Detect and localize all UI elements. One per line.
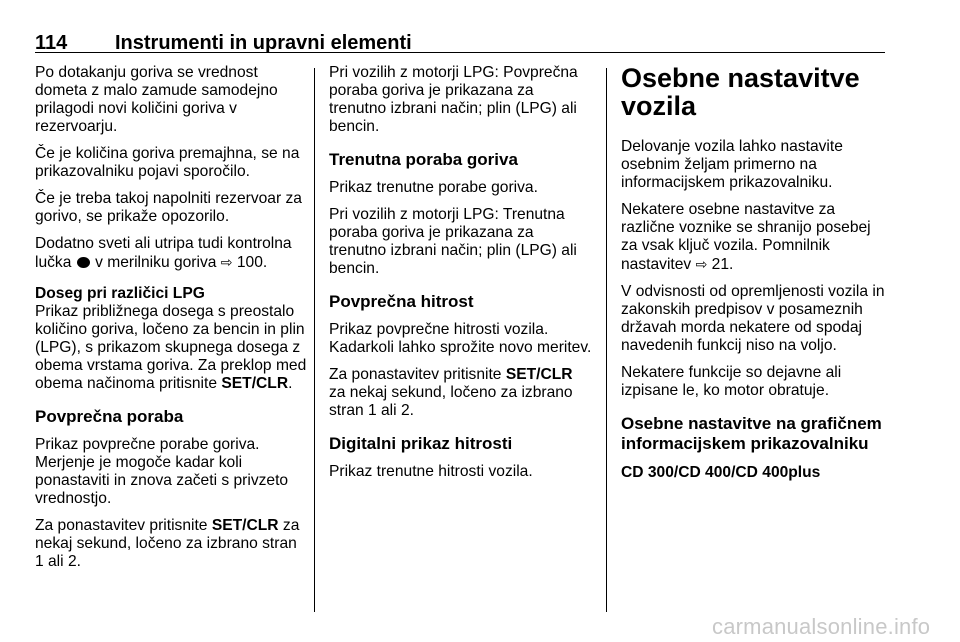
paragraph: V odvisnosti od opremljenosti vozila in zakonskih predpisov v posameznih državah morda nekatere od spodaj navedenih funkcij niso na voljo.: [621, 283, 885, 354]
text-fragment: Nekatere osebne nastavitve za različne voznike se shranijo posebej za vsak ključ vozila. Pomnilnik nastavitev: [621, 201, 871, 273]
column-right: [621, 64, 889, 482]
section-heading-average-speed: Povprečna hitrost: [329, 292, 474, 311]
text-fragment: v merilniku goriva: [95, 254, 217, 271]
paragraph: [621, 201, 889, 274]
paragraph: Prikaz povprečne hitrosti vozila. Kadarkoli lahko sprožite novo meritev.: [329, 321, 592, 356]
paragraph: Prikaz povprečne porabe goriva. Merjenje je mogoče kadar koli ponastaviti in znova začeti s privzeto vrednostjo.: [35, 436, 289, 507]
subheading-cd-models: CD 300/CD 400/CD 400plus: [621, 464, 821, 481]
button-label-set-clr: SET/CLR: [211, 517, 279, 534]
button-label-set-clr: SET/CLR: [505, 366, 573, 383]
paragraph: Pri vozilih z motorji LPG: Povprečna poraba goriva je prikazana za trenutno izbrani način; plin (LPG) ali bencin.: [329, 64, 578, 135]
column-middle: [329, 64, 593, 490]
chapter-heading: Osebne nastavitve vozila: [621, 63, 860, 121]
running-title: Instrumenti in upravni elementi: [115, 32, 412, 54]
text-fragment: Za ponastavitev pritisnite: [35, 517, 208, 534]
reference-arrow-icon: ⇨: [695, 256, 708, 272]
column-divider: [314, 68, 315, 612]
paragraph: Prikaz trenutne hitrosti vozila.: [329, 463, 533, 480]
reference-arrow-icon: ⇨: [220, 254, 233, 270]
text-fragment: za nekaj sekund, ločeno za izbrano stran 1 ali 2.: [35, 517, 300, 570]
section-heading-personal-settings-display: Osebne nastavitve na grafičnem informacijskem prikazovalniku: [621, 414, 882, 453]
section-heading-average-consumption: Povprečna poraba: [35, 407, 184, 426]
paragraph: Če je količina goriva premajhna, se na prikazovalniku pojavi sporočilo.: [35, 145, 300, 180]
paragraph: [35, 517, 307, 571]
page-header: [35, 6, 885, 53]
fuel-control-lamp-icon: [77, 257, 90, 268]
text-fragment: .: [288, 375, 293, 392]
column-divider: [606, 68, 607, 612]
text-fragment: za nekaj sekund, ločeno za izbrano stran 1 ali 2.: [329, 384, 573, 419]
paragraph: Nekatere funkcije so dejavne ali izpisane le, ko motor obratuje.: [621, 364, 842, 399]
page-reference[interactable]: 21.: [711, 256, 734, 273]
section-heading-current-consumption: Trenutna poraba goriva: [329, 150, 518, 169]
text-fragment: Za ponastavitev pritisnite: [329, 366, 502, 383]
paragraph: [329, 366, 593, 420]
paragraph: Prikaz trenutne porabe goriva.: [329, 179, 538, 196]
paragraph: Delovanje vozila lahko nastavite osebnim željam primerno na informacijskem prikazovalniku.: [621, 138, 843, 191]
subheading-lpg-range: Doseg pri različici LPG: [35, 285, 205, 302]
paragraph: [35, 303, 307, 393]
text-fragment: Dodatno sveti ali utripa tudi kontrolna lučka: [35, 235, 292, 271]
text-fragment: Prikaz približnega dosega s preostalo količino goriva, ločeno za bencin in plin (LPG), s prikazom skupnega dosega z obema vrstama goriva. Za preklop med obema načinoma pritisnite: [35, 303, 307, 392]
section-heading-digital-speed: Digitalni prikaz hitrosti: [329, 434, 513, 453]
paragraph: Pri vozilih z motorji LPG: Trenutna poraba goriva je prikazana za trenutno izbrani način; plin (LPG) ali bencin.: [329, 206, 577, 277]
page-number: 114: [35, 32, 68, 54]
watermark: carmanualsonline.info: [712, 614, 931, 639]
paragraph: Če je treba takoj napolniti rezervoar za gorivo, se prikaže opozorilo.: [35, 190, 302, 225]
paragraph: Po dotakanju goriva se vrednost dometa z malo zamude samodejno prilagodi novi količini goriva v rezervoarju.: [35, 64, 278, 135]
column-left: [35, 64, 307, 580]
page-reference[interactable]: 100.: [236, 254, 268, 271]
paragraph: [35, 235, 307, 272]
button-label-set-clr: SET/CLR: [221, 375, 289, 392]
